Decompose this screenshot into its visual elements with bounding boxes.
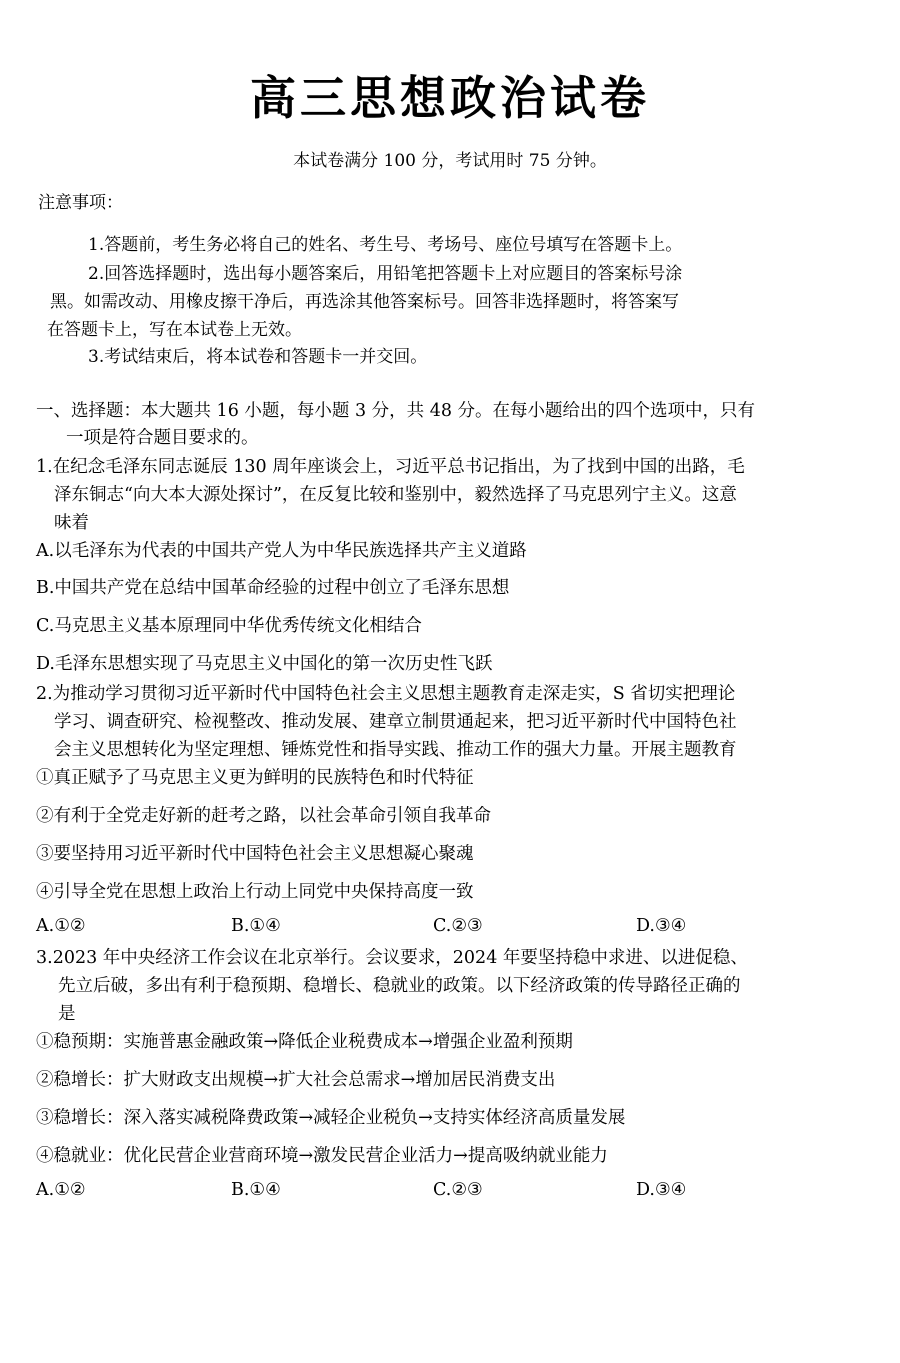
choice-c: C.②③ [433,1180,483,1200]
page-title: 高三思想政治试卷 [250,71,650,125]
choice-d: D.③④ [636,916,687,936]
note-line: 2.回答选择题时，选出每小题答案后，用铅笔把答题卡上对应题目的答案标号涂 [88,264,683,284]
answer-option: B.中国共产党在总结中国革命经验的过程中创立了毛泽东思想 [36,578,510,598]
question-stem: 1.在纪念毛泽东同志诞辰 130 周年座谈会上，习近平总书记指出，为了找到中国的出路，毛 [36,457,745,477]
answer-option: A.以毛泽东为代表的中国共产党人为中华民族选择共产主义道路 [36,541,527,561]
question-stem: 味着 [54,513,89,533]
question-stem: 学习、调查研究、检视整改、推动发展、建章立制贯通起来，把习近平新时代中国特色社 [54,712,737,732]
answer-option: D.毛泽东思想实现了马克思主义中国化的第一次历史性飞跃 [36,654,493,674]
statement-item: ③稳增长：深入落实减税降费政策→减轻企业税负→支持实体经济高质量发展 [36,1108,626,1128]
choice-b: B.①④ [231,916,281,936]
section-heading-cont: 一项是符合题目要求的。 [66,428,259,448]
exam-info: 本试卷满分 100 分，考试用时 75 分钟。 [293,151,607,171]
choice-a: A.①② [36,1180,86,1200]
choice-d: D.③④ [636,1180,687,1200]
statement-item: ③要坚持用习近平新时代中国特色社会主义思想凝心聚魂 [36,844,474,864]
section-heading: 一、选择题：本大题共 16 小题，每小题 3 分，共 48 分。在每小题给出的四个选项中，只有 [36,401,756,421]
question-stem: 先立后破，多出有利于稳预期、稳增长、稳就业的政策。以下经济政策的传导路径正确的 [58,976,741,996]
question-stem: 会主义思想转化为坚定理想、锤炼党性和指导实践、推动工作的强大力量。开展主题教育 [54,740,737,760]
statement-item: ②有利于全党走好新的赶考之路，以社会革命引领自我革命 [36,806,491,826]
statement-item: ④稳就业：优化民营企业营商环境→激发民营企业活力→提高吸纳就业能力 [36,1146,608,1166]
answer-option: C.马克思主义基本原理同中华优秀传统文化相结合 [36,616,422,636]
question-stem: 3.2023 年中央经济工作会议在北京举行。会议要求，2024 年要坚持稳中求进、以进促稳、 [36,948,748,968]
choice-b: B.①④ [231,1180,281,1200]
question-stem: 泽东铜志“向大本大源处探讨”，在反复比较和鉴别中，毅然选择了马克思列宁主义。这意 [54,485,737,505]
choice-c: C.②③ [433,916,483,936]
statement-item: ①稳预期：实施普惠金融政策→降低企业税费成本→增强企业盈利预期 [36,1032,573,1052]
note-line: 黑。如需改动、用橡皮擦干净后，再选涂其他答案标号。回答非选择题时，将答案写 [50,292,679,312]
choice-a: A.①② [36,916,86,936]
note-line: 3.考试结束后，将本试卷和答题卡一并交回。 [88,347,428,367]
statement-item: ④引导全党在思想上政治上行动上同党中央保持高度一致 [36,882,474,902]
statement-item: ②稳增长：扩大财政支出规模→扩大社会总需求→增加居民消费支出 [36,1070,556,1090]
statement-item: ①真正赋予了马克思主义更为鲜明的民族特色和时代特征 [36,768,474,788]
notes-heading: 注意事项： [38,193,123,213]
note-line: 在答题卡上，写在本试卷上无效。 [47,320,302,340]
question-stem: 2.为推动学习贯彻习近平新时代中国特色社会主义思想主题教育走深走实，S 省切实把理论 [36,684,736,704]
note-line: 1.答题前，考生务必将自己的姓名、考生号、考场号、座位号填写在答题卡上。 [88,235,683,255]
question-stem: 是 [58,1004,76,1024]
